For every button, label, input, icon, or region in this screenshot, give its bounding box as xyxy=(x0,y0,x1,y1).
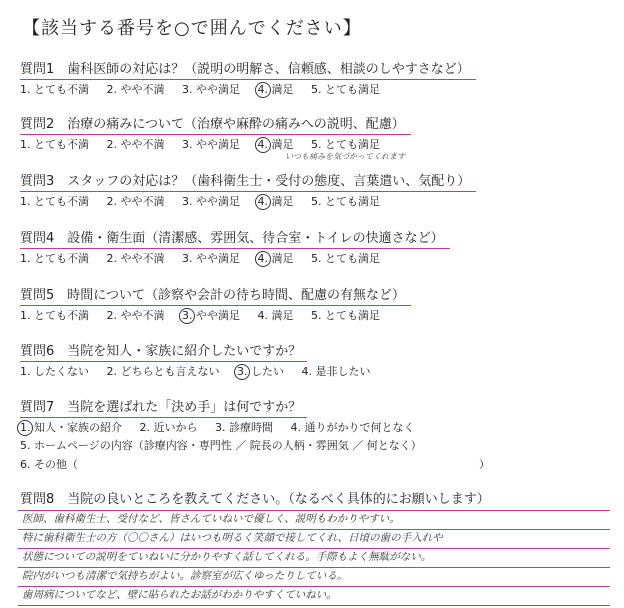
question-4-options xyxy=(20,251,610,267)
q5-option-1[interactable]: 1. とても不満 xyxy=(20,309,89,322)
q6-option-3[interactable]: 3. したい xyxy=(237,365,284,378)
question-3-title: 質問3 スタッフの対応は？（歯科衛生士・受付の態度、言葉遣い、気配り） xyxy=(20,173,476,192)
question-8 xyxy=(20,488,610,509)
question-2-options xyxy=(20,137,610,153)
q6-option-2[interactable]: 2. どちらとも言えない xyxy=(106,365,220,378)
question-8-title: 質問8 当院の良いところを教えてください。（なるべく具体的にお願いします） xyxy=(20,492,490,507)
q5-option-2[interactable]: 2. やや不満 xyxy=(106,309,165,322)
q1-option-5[interactable]: 5. とても満足 xyxy=(311,83,380,96)
q5-option-3[interactable]: 3. やや満足 xyxy=(182,309,240,322)
q6-option-1[interactable]: 1. したくない xyxy=(20,365,89,378)
q7-option-2[interactable]: 2. 近いから xyxy=(139,421,198,434)
q2-option-4[interactable]: 4. 満足 xyxy=(257,138,294,151)
q1-option-2[interactable]: 2. やや不満 xyxy=(106,83,165,96)
question-1-options xyxy=(20,82,610,98)
question-1-title: 質問1 歯科医師の対応は？（説明の明解さ、信頼感、相談のしやすさなど） xyxy=(20,61,476,80)
q4-option-3[interactable]: 3. やや満足 xyxy=(182,252,240,265)
question-5 xyxy=(20,284,610,324)
q2-handwritten-note: いつも痛みを気づかってくれます xyxy=(285,152,405,161)
q7-other-close-paren: ） xyxy=(479,458,490,471)
q2-option-2[interactable]: 2. やや不満 xyxy=(106,138,165,151)
q3-option-1[interactable]: 1. とても不満 xyxy=(20,195,89,208)
answer-line-4: 院内がいつも清潔で気持ちがよい。診察室が広くゆったりしている。 xyxy=(18,568,610,587)
page-title: 【該当する番号を○で囲んでください】 xyxy=(22,18,362,39)
question-1 xyxy=(20,58,610,98)
q1-option-1[interactable]: 1. とても不満 xyxy=(20,83,89,96)
q3-option-2[interactable]: 2. やや不満 xyxy=(106,195,165,208)
question-3 xyxy=(20,170,610,210)
question-5-options xyxy=(20,308,610,324)
q4-option-4[interactable]: 4. 満足 xyxy=(257,252,294,265)
question-5-title: 質問5 時間について（診察や会計の待ち時間、配慮の有無など） xyxy=(20,287,411,306)
q1-option-4[interactable]: 4. 満足 xyxy=(257,83,294,96)
question-7-title: 質問7 当院を選ばれた「決め手」は何ですか？ xyxy=(20,399,307,418)
q3-option-3[interactable]: 3. やや満足 xyxy=(182,195,240,208)
q4-option-1[interactable]: 1. とても不満 xyxy=(20,252,89,265)
answer-line-5: 歯周病についてなど、壁に貼られたお話がわかりやすくていねい。 xyxy=(18,587,610,606)
q6-option-4[interactable]: 4. 是非したい xyxy=(301,365,371,378)
question-6 xyxy=(20,340,610,380)
q7-option-3[interactable]: 3. 診療時間 xyxy=(215,421,273,434)
q4-option-5[interactable]: 5. とても満足 xyxy=(311,252,380,265)
q2-option-3[interactable]: 3. やや満足 xyxy=(182,138,240,151)
q3-option-5[interactable]: 5. とても満足 xyxy=(311,195,380,208)
q7-option-6-line xyxy=(20,457,490,473)
question-6-title: 質問6 当院を知人・家族に紹介したいですか？ xyxy=(20,343,307,362)
question-7-options xyxy=(20,420,610,436)
q4-option-2[interactable]: 2. やや不満 xyxy=(106,252,165,265)
answer-line-1: 医師、歯科衛生士、受付など、皆さんていねいで優しく、説明もわかりやすい。 xyxy=(18,510,610,530)
q7-option-1[interactable]: 1. 知人・家族の紹介 xyxy=(20,421,122,434)
q3-option-4[interactable]: 4. 満足 xyxy=(257,195,294,208)
question-4-title: 質問4 設備・衛生面（清潔感、雰囲気、待合室・トイレの快適さなど） xyxy=(20,230,450,249)
q2-option-1[interactable]: 1. とても不満 xyxy=(20,138,89,151)
q7-option-5-line[interactable]: 5. ホームページの内容（診療内容・専門性 ／ 院長の人柄・雰囲気 ／ 何となく） xyxy=(20,439,422,452)
q5-option-5[interactable]: 5. とても満足 xyxy=(311,309,380,322)
question-7 xyxy=(20,396,610,473)
q1-option-3[interactable]: 3. やや満足 xyxy=(182,83,240,96)
question-2-title: 質問2 治療の痛みについて（治療や麻酔の痛みへの説明、配慮） xyxy=(20,116,411,135)
question-3-options xyxy=(20,194,610,210)
question-6-options xyxy=(20,364,610,380)
handwritten-answer xyxy=(18,510,610,600)
answer-line-3: 状態についての説明をていねいに分かりやすく話してくれる。手際もよく無駄がない。 xyxy=(18,549,610,568)
q5-option-4[interactable]: 4. 満足 xyxy=(257,309,294,322)
q2-option-5[interactable]: 5. とても満足 xyxy=(311,138,380,151)
question-2 xyxy=(20,113,610,153)
answer-line-2: 特に歯科衛生士の方（〇〇さん）はいつも明るく笑顔で接してくれ、日頃の歯の手入れや xyxy=(18,530,610,549)
q7-option-4[interactable]: 4. 通りがかりで何となく xyxy=(290,421,415,434)
question-4 xyxy=(20,227,610,267)
q7-other-label[interactable]: 6. その他（ xyxy=(20,458,78,471)
